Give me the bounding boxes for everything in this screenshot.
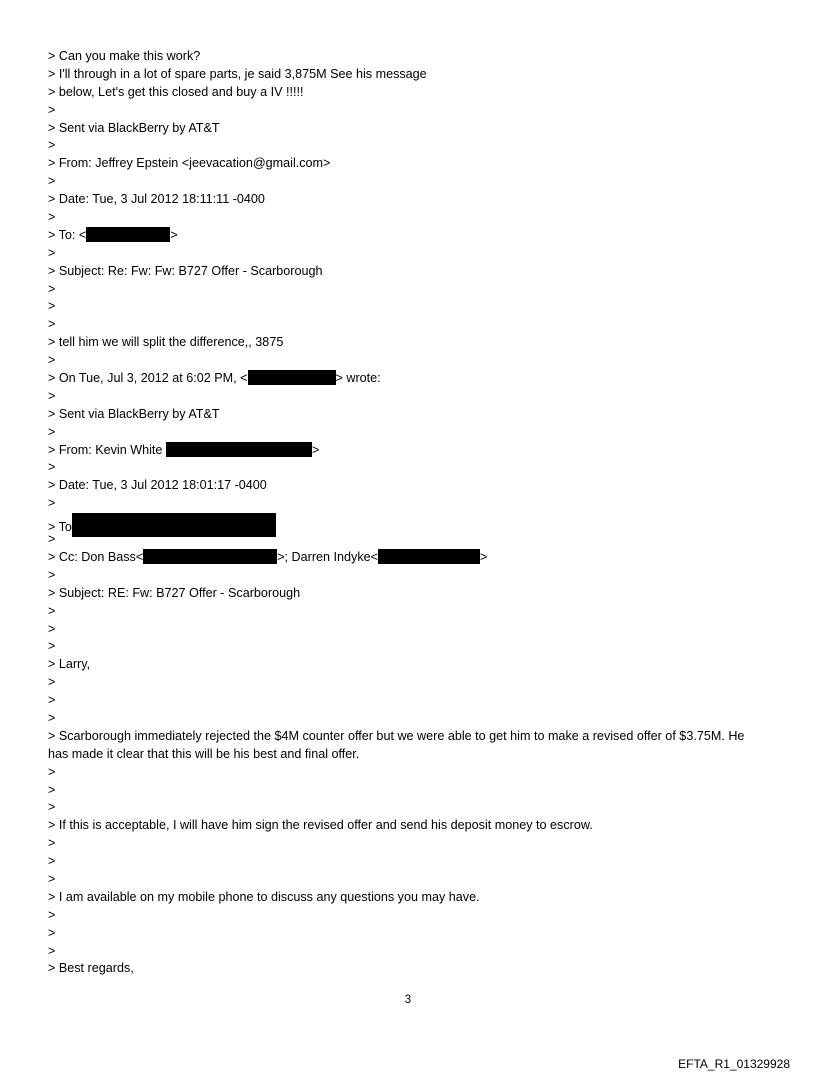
wrote-text: > wrote:	[335, 371, 381, 386]
text-line: >	[48, 299, 56, 314]
text-line: > Sent via BlackBerry by AT&T	[48, 120, 220, 135]
angle-bracket-close: >	[311, 442, 320, 457]
redaction-box	[72, 513, 276, 537]
text-line: > Best regards,	[48, 961, 134, 976]
cc-text: > Cc: Don Bass<	[48, 549, 144, 564]
text-line: >	[48, 567, 56, 582]
text-line: >	[48, 693, 56, 708]
from-text: > From: Kevin White	[48, 442, 166, 457]
text-line: >	[48, 639, 56, 654]
text-line: >	[48, 925, 56, 940]
text-line: >	[48, 603, 56, 618]
document-id: EFTA_R1_01329928	[678, 1057, 790, 1071]
text-line: >	[48, 943, 56, 958]
on-wrote-line	[48, 370, 748, 388]
from-line	[48, 442, 748, 460]
text-line: >	[48, 317, 56, 332]
angle-bracket-close: >	[170, 227, 178, 242]
text-line: > I'll through in a lot of spare parts, je said 3,875M See his message	[48, 66, 427, 81]
text-line: > Sent via BlackBerry by AT&T	[48, 406, 220, 421]
text-line: >	[48, 854, 56, 869]
text-line: > I am available on my mobile phone to discuss any questions you may have.	[48, 889, 480, 904]
text-line: > Can you make this work?	[48, 49, 201, 63]
text-line: >	[48, 621, 56, 636]
text-line: >	[48, 764, 56, 779]
text-line: >	[48, 281, 56, 296]
to-line	[48, 227, 748, 245]
redaction-box	[166, 442, 312, 457]
text-line: > Date: Tue, 3 Jul 2012 18:11:11 -0400	[48, 192, 265, 207]
text-line: >	[48, 353, 56, 368]
to-label: > To: <	[48, 227, 87, 242]
to-label: > To	[48, 520, 72, 535]
redaction-box	[143, 549, 277, 564]
text-line: >	[48, 675, 56, 690]
text-line: > From: Jeffrey Epstein <jeevacation@gmail.com>	[48, 156, 331, 171]
text-line: >	[48, 710, 56, 725]
text-line: >	[48, 210, 56, 225]
cc-text-2: >; Darren Indyke<	[277, 549, 379, 564]
text-line: > Larry,	[48, 657, 91, 672]
on-date-text: > On Tue, Jul 3, 2012 at 6:02 PM, <	[48, 371, 248, 386]
text-line: >	[48, 174, 56, 189]
text-line: > Date: Tue, 3 Jul 2012 18:01:17 -0400	[48, 478, 267, 493]
redaction-box	[248, 370, 336, 385]
text-line: >	[48, 245, 56, 260]
text-line: >	[48, 138, 56, 153]
text-line: >	[48, 424, 56, 439]
text-line: >	[48, 496, 56, 511]
angle-bracket-close: >	[480, 549, 488, 564]
text-line: >	[48, 532, 56, 547]
text-line: > If this is acceptable, I will have him sign the revised offer and send his deposit money to escrow.	[48, 818, 593, 833]
redaction-box	[378, 549, 480, 564]
text-line: >	[48, 907, 56, 922]
text-line: >	[48, 782, 56, 797]
text-line: >	[48, 102, 56, 117]
text-line: > below, Let's get this closed and buy a IV !!!!!	[48, 84, 304, 99]
text-line: >	[48, 871, 56, 886]
cc-line	[48, 549, 748, 567]
text-line: > Scarborough immediately rejected the $4M counter offer but we were able to get him to make a revised offer of $3.75M. He has made it clear that this will be his best and final offer.	[48, 728, 745, 761]
text-line: >	[48, 800, 56, 815]
email-body	[48, 48, 748, 978]
text-line: > Subject: RE: Fw: B727 Offer - Scarborough	[48, 585, 301, 600]
text-line: >	[48, 460, 56, 475]
text-line: >	[48, 388, 56, 403]
page-number: 3	[404, 994, 412, 1006]
text-line: >	[48, 836, 56, 851]
redaction-box	[86, 227, 170, 242]
to-line	[48, 513, 748, 535]
text-line: > tell him we will split the difference,, 3875	[48, 335, 284, 350]
text-line: > Subject: Re: Fw: Fw: B727 Offer - Scarborough	[48, 263, 323, 278]
